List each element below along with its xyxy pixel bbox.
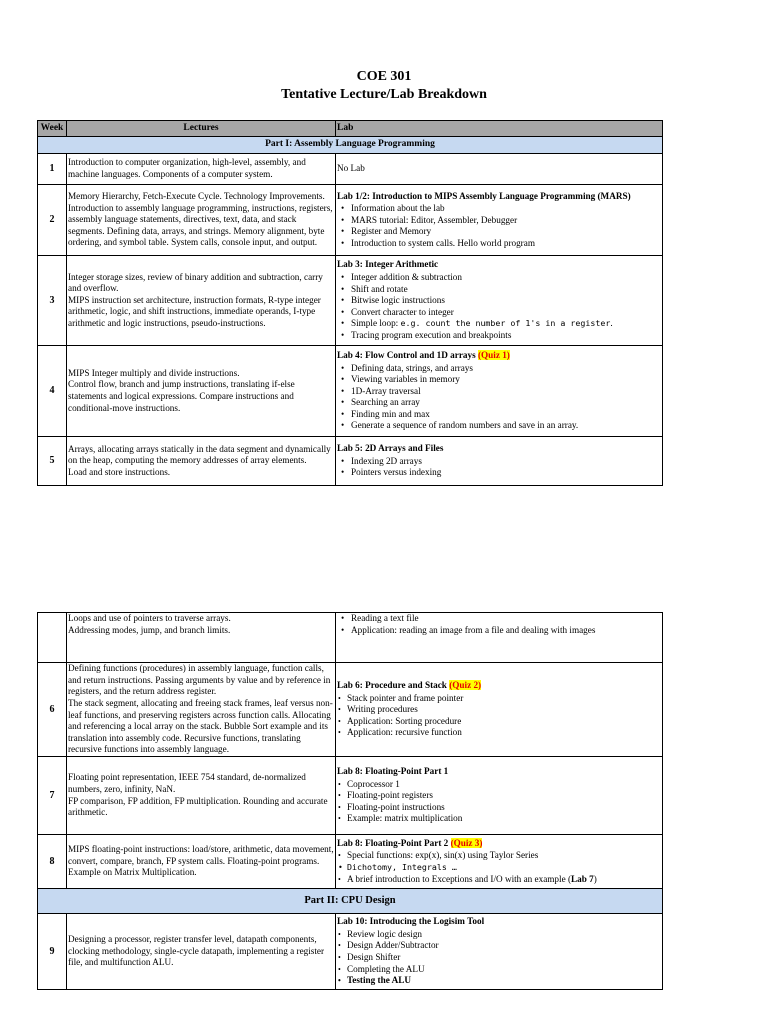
lecture-text: Floating point representation, IEEE 754 standard, de-normalized numbers, zero, infinity, NaN. FP comparison, FP addition, FP multiplication. Rounding and accurate arithmetic.: [67, 757, 336, 835]
list-item: • Testing the ALU: [347, 975, 661, 987]
list-item: • Shift and rotate: [351, 284, 661, 296]
lab-cell: [336, 346, 663, 437]
lab-cell: [336, 613, 663, 663]
lab-topic-list: [337, 456, 661, 479]
week-number: 5: [38, 437, 67, 486]
list-item: • Completing the ALU: [347, 964, 661, 976]
list-item: • A brief introduction to Exceptions and I/O with an example (Lab 7): [347, 874, 661, 886]
breakdown-table-page1: [37, 120, 663, 486]
lab-cell: [336, 185, 663, 256]
breakdown-table-page2: [37, 612, 663, 990]
lecture-text: Introduction to computer organization, high-level, assembly, and machine languages. Components of a computer system.: [67, 154, 336, 185]
lab-title: Lab 4: Flow Control and 1D arrays (Quiz 1): [337, 349, 510, 360]
table-row: [38, 346, 663, 437]
list-item: • Convert character to integer: [351, 307, 661, 319]
table-row: [38, 663, 663, 757]
document-heading: Tentative Lecture/Lab Breakdown: [281, 87, 487, 102]
lab-cell: [336, 914, 663, 990]
list-item: • Tracing program execution and breakpoints: [351, 330, 661, 342]
week-number: 3: [38, 256, 67, 346]
list-item: • Integer addition & subtraction: [351, 272, 661, 284]
list-item: • Dichotomy, Integrals …: [347, 862, 661, 874]
list-item: • Searching an array: [351, 397, 661, 409]
week-number: 2: [38, 185, 67, 256]
lecture-text: MIPS floating-point instructions: load/store, arithmetic, data movement, convert, compare, branch, FP system calls. Floating-point programs. Example on Matrix Multiplication.: [67, 835, 336, 889]
quiz-badge: (Quiz 1): [477, 349, 510, 360]
list-item: • Simple loop: e.g. count the number of 1's in a register.: [351, 318, 661, 330]
lab-topic-list: [337, 693, 661, 739]
list-item: • Reading a text file: [351, 613, 661, 625]
list-item: • Stack pointer and frame pointer: [347, 693, 661, 705]
table-row: [38, 914, 663, 990]
lab-cell: [336, 835, 663, 889]
table-row: [38, 757, 663, 835]
lecture-text: Loops and use of pointers to traverse arrays. Addressing modes, jump, and branch limits.: [67, 613, 336, 663]
list-item: • Viewing variables in memory: [351, 374, 661, 386]
quiz-badge: (Quiz 2): [449, 680, 482, 691]
week-number: 7: [38, 757, 67, 835]
lab-title: Lab 6: Procedure and Stack (Quiz 2): [337, 680, 482, 691]
list-item: • Floating-point registers: [347, 790, 661, 802]
course-code: COE 301: [356, 69, 412, 84]
lecture-text: MIPS Integer multiply and divide instructions. Control flow, branch and jump instructions, translating if-else statements and logical expressions. Compare instructions and conditional-move instructions.: [67, 346, 336, 437]
week-number: 8: [38, 835, 67, 889]
week-number: 1: [38, 154, 67, 185]
list-item: • Design Adder/Subtractor: [347, 940, 661, 952]
lab-title: Lab 5: 2D Arrays and Files: [337, 443, 444, 454]
list-item: • Coprocessor 1: [347, 779, 661, 791]
list-item: • Defining data, strings, and arrays: [351, 363, 661, 375]
quiz-badge: (Quiz 3): [450, 837, 483, 848]
lab-title: Lab 1/2: Introduction to MIPS Assembly Language Programming (MARS): [337, 190, 631, 201]
list-item: • Design Shifter: [347, 952, 661, 964]
list-item: • Application: recursive function: [347, 727, 661, 739]
table-row: [38, 835, 663, 889]
lecture-text: Memory Hierarchy, Fetch-Execute Cycle. Technology Improvements. Introduction to assembly language programming, instructions, registers, assembly language statements, directives, text, data, and stack segments. Defining data, arrays, and strings. Memory alignment, byte ordering, and symbol table. System calls, console input, and output.: [67, 185, 336, 256]
list-item: • Special functions: exp(x), sin(x) using Taylor Series: [347, 850, 661, 862]
lab-header: Lab: [336, 121, 663, 137]
lecture-text: Arrays, allocating arrays statically in the data segment and dynamically on the heap, computing the memory addresses of array elements. Load and store instructions.: [67, 437, 336, 486]
week-number: 9: [38, 914, 67, 990]
lab-title: Lab 8: Floating-Point Part 1: [337, 766, 449, 777]
lecture-text: Defining functions (procedures) in assembly language, function calls, and return instructions. Passing arguments by value and by reference in registers, and the return address register. The stack segment, allocating and freeing stack frames, leaf versus non-leaf functions, and preserving registers across function calls. Allocating and referencing a local array on the stack. Bubble Sort example and its translation into assembly code. Recursive functions, translating recursive functions into assembly language.: [67, 663, 336, 757]
list-item: • Register and Memory: [351, 226, 661, 238]
list-item: • 1D-Array traversal: [351, 386, 661, 398]
week-header: Week: [38, 121, 67, 137]
week-number: [38, 613, 67, 663]
lab-topic-list: [337, 203, 661, 249]
list-item: • Information about the lab: [351, 203, 661, 215]
part-header-row: [38, 889, 663, 914]
week-number: 6: [38, 663, 67, 757]
list-item: • Indexing 2D arrays: [351, 456, 661, 468]
part2-title: Part II: CPU Design: [38, 889, 663, 914]
list-item: • Generate a sequence of random numbers and save in an array.: [351, 420, 661, 432]
lab-topic-list: [337, 929, 661, 987]
list-item: • Application: Sorting procedure: [347, 716, 661, 728]
table-row: [38, 154, 663, 185]
list-item: • Application: reading an image from a file and dealing with images: [351, 625, 661, 637]
table-header-row: [38, 121, 663, 137]
lab-topic-list: [337, 850, 661, 885]
part-header-row: [38, 137, 663, 154]
list-item: • Writing procedures: [347, 704, 661, 716]
lecture-text: Integer storage sizes, review of binary addition and subtraction, carry and overflow. MIPS instruction set architecture, instruction formats, R-type integer arithmetic, logic, and shift instructions, immediate operands, I-type arithmetic and logic instructions, pseudo-instructions.: [67, 256, 336, 346]
lab-title: Lab 10: Introducing the Logisim Tool: [337, 916, 485, 927]
table-row: [38, 613, 663, 663]
lecture-text: Designing a processor, register transfer level, datapath components, clocking methodology, single-cycle datapath, implementing a register file, and multifunction ALU.: [67, 914, 336, 990]
table-row: [38, 256, 663, 346]
list-item: • Floating-point instructions: [347, 802, 661, 814]
document-title: [0, 68, 768, 104]
lab-topic-list: [337, 363, 661, 433]
lab-title: Lab 3: Integer Arithmetic: [337, 259, 439, 270]
week-number: 4: [38, 346, 67, 437]
lab-title: Lab 8: Floating-Point Part 2 (Quiz 3): [337, 837, 483, 848]
lab-text: No Lab: [336, 154, 663, 185]
lab-topic-list: [337, 779, 661, 825]
lab-cell: [336, 663, 663, 757]
part1-title: Part I: Assembly Language Programming: [38, 137, 663, 154]
list-item: • Finding min and max: [351, 409, 661, 421]
list-item: • Introduction to system calls. Hello world program: [351, 238, 661, 250]
list-item: • Review logic design: [347, 929, 661, 941]
lab-cell: [336, 757, 663, 835]
lectures-header: Lectures: [67, 121, 336, 137]
list-item: • MARS tutorial: Editor, Assembler, Debugger: [351, 215, 661, 227]
list-item: • Pointers versus indexing: [351, 467, 661, 479]
table-row: [38, 185, 663, 256]
table-row: [38, 437, 663, 486]
lab-cell: [336, 256, 663, 346]
list-item: • Example: matrix multiplication: [347, 813, 661, 825]
lab-topic-list: [337, 613, 661, 636]
list-item: • Bitwise logic instructions: [351, 295, 661, 307]
lab-cell: [336, 437, 663, 486]
lab-topic-list: [337, 272, 661, 342]
